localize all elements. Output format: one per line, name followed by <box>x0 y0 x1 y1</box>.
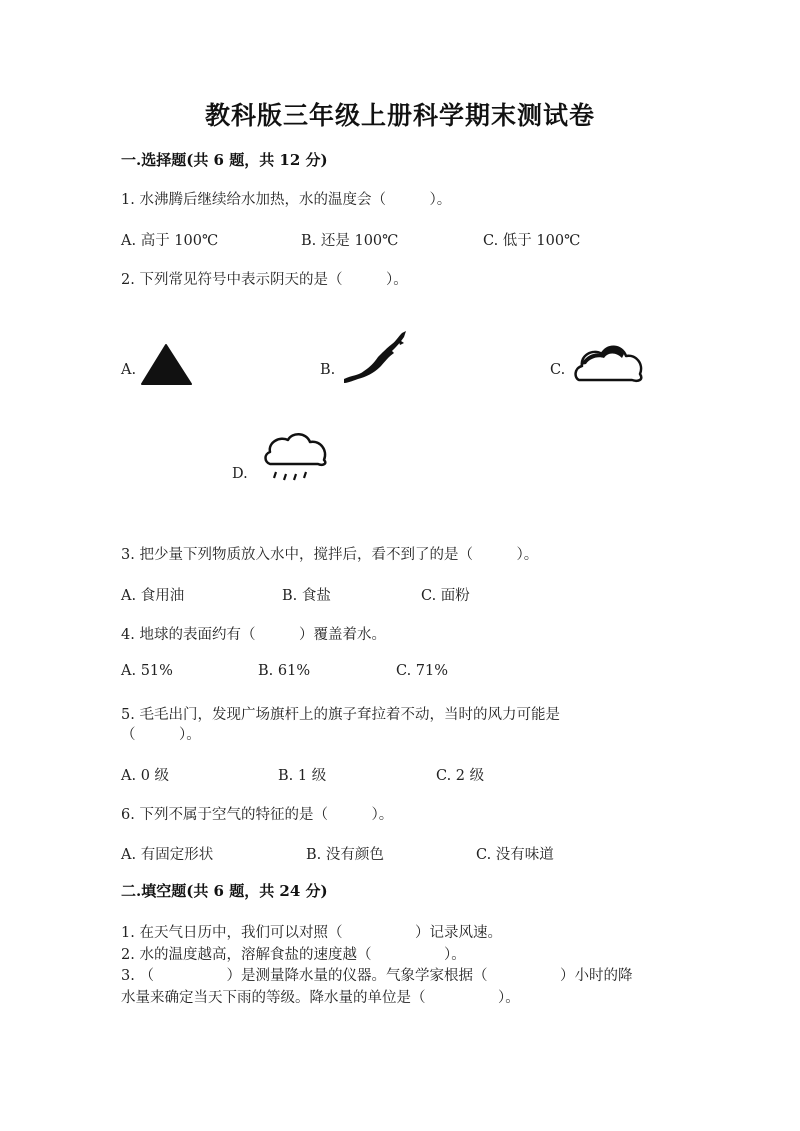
triangle-symbol-icon <box>140 342 196 388</box>
q2-option-c: C. <box>550 362 566 378</box>
q2-option-d: D. <box>232 466 248 482</box>
q5-option-a: A. 0 级 <box>121 768 170 784</box>
question-4: 4. 地球的表面约有（ ）覆盖着水。 <box>121 627 386 643</box>
q1-option-a: A. 高于 100℃ <box>121 233 219 249</box>
q4-option-a: A. 51% <box>121 663 173 679</box>
q2-option-b: B. <box>320 362 336 378</box>
cloud-symbol-icon <box>572 342 646 384</box>
lightning-branch-symbol-icon <box>338 327 412 387</box>
section-heading-choice: 一.选择题(共 6 题，共 12 分) <box>121 151 328 169</box>
q3-option-a: A. 食用油 <box>121 588 185 604</box>
fill-line-2: 2. 水的温度越高，溶解食盐的速度越（ ）。 <box>121 947 466 963</box>
q4-option-c: C. 71% <box>396 663 449 679</box>
fill-line-3: 3. （ ）是测量降水量的仪器。气象学家根据（ ）小时的降 <box>121 968 633 984</box>
fill-line-4: 水量来确定当天下雨的等级。降水量的单位是（ ）。 <box>121 990 520 1006</box>
question-5: 5. 毛毛出门，发现广场旗杆上的旗子耷拉着不动，当时的风力可能是 <box>121 707 560 723</box>
q4-option-b: B. 61% <box>258 663 311 679</box>
q5-option-c: C. 2 级 <box>436 768 485 784</box>
question-5-continued: （ ）。 <box>121 727 201 743</box>
question-6: 6. 下列不属于空气的特征的是（ ）。 <box>121 807 394 823</box>
question-3: 3. 把少量下列物质放入水中，搅拌后，看不到了的是（ ）。 <box>121 547 539 563</box>
q5-option-b: B. 1 级 <box>278 768 327 784</box>
q3-option-c: C. 面粉 <box>421 588 470 604</box>
q6-option-c: C. 没有味道 <box>476 847 554 863</box>
q3-option-b: B. 食盐 <box>282 588 331 604</box>
fill-line-1: 1. 在天气日历中，我们可以对照（ ）记录风速。 <box>121 925 502 941</box>
q6-option-a: A. 有固定形状 <box>121 847 214 863</box>
q2-option-a: A. <box>121 362 137 378</box>
q1-option-b: B. 还是 100℃ <box>301 233 399 249</box>
q1-option-c: C. 低于 100℃ <box>483 233 581 249</box>
q6-option-b: B. 没有颜色 <box>306 847 384 863</box>
section-heading-fill-in: 二.填空题(共 6 题，共 24 分) <box>121 882 328 900</box>
question-1: 1. 水沸腾后继续给水加热，水的温度会（ ）。 <box>121 192 452 208</box>
page-title: 教科版三年级上册科学期末测试卷 <box>204 101 595 130</box>
rain-cloud-symbol-icon <box>262 432 330 488</box>
question-2: 2. 下列常见符号中表示阴天的是（ ）。 <box>121 272 408 288</box>
